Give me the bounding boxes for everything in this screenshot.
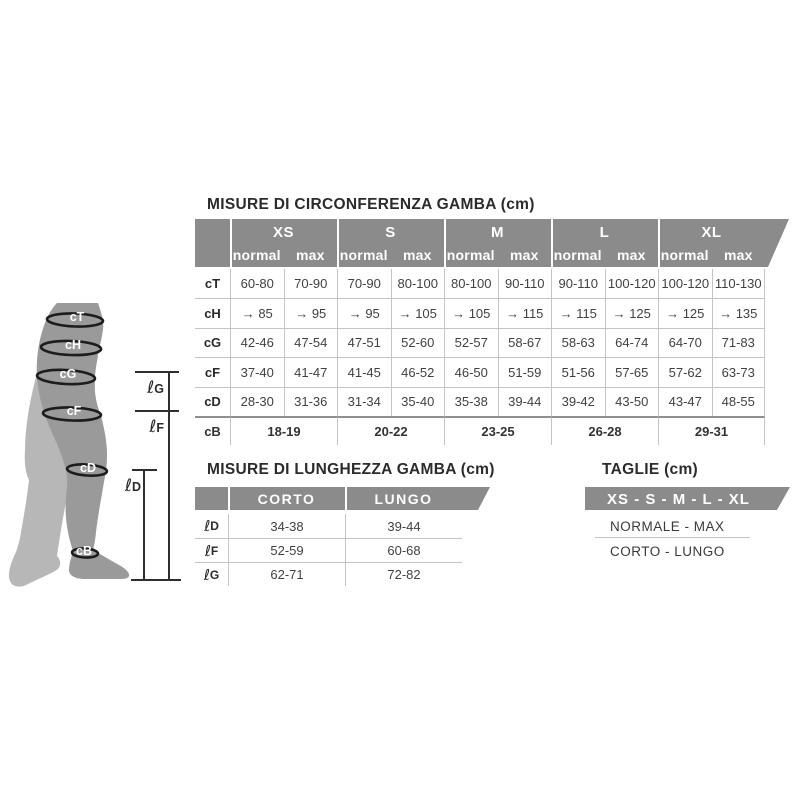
- band-label-cF: cF: [66, 404, 82, 418]
- table-cell: 51-56: [551, 357, 605, 386]
- taglie-lengths: CORTO - LUNGO: [610, 544, 725, 559]
- table-cell: 34-38: [228, 514, 345, 538]
- header-separator: [444, 219, 446, 267]
- subcol-max: max: [723, 247, 753, 263]
- table-cell: 37-40: [230, 357, 284, 386]
- length-table-body: [195, 514, 462, 586]
- band-label-cG: cG: [59, 367, 77, 381]
- table-cell: 42-46: [230, 328, 284, 357]
- table-cell: 52-59: [228, 538, 345, 562]
- table-cell: 52-57: [444, 328, 498, 357]
- table-cell: → 135: [712, 298, 766, 327]
- table-cell: 58-67: [498, 328, 552, 357]
- table-cell: 60-68: [345, 538, 462, 562]
- circumference-table-body: [195, 269, 765, 445]
- size-col-l: L: [599, 224, 610, 241]
- band-label-cB: cB: [76, 544, 92, 558]
- row-label-cG: cG: [195, 328, 230, 357]
- size-col-xl: XL: [701, 224, 722, 241]
- table-cell: 58-63: [551, 328, 605, 357]
- table-cell: 64-74: [605, 328, 659, 357]
- band-label-cH: cH: [65, 338, 81, 352]
- table-cell: 47-54: [284, 328, 338, 357]
- length-col-corto: CORTO: [257, 490, 316, 507]
- header-separator: [230, 219, 232, 267]
- table-cell: 35-38: [444, 387, 498, 416]
- table-cell: 31-34: [337, 387, 391, 416]
- table-cell: 51-59: [498, 357, 552, 386]
- leg-measurement-diagram: [0, 290, 195, 600]
- table-cell: 46-50: [444, 357, 498, 386]
- subcol-max: max: [295, 247, 325, 263]
- table-cell: 90-110: [498, 269, 552, 298]
- table-cell: 63-73: [712, 357, 766, 386]
- table-cell: 41-45: [337, 357, 391, 386]
- table-cell: 23-25: [444, 416, 551, 445]
- table-cell: 80-100: [444, 269, 498, 298]
- table-cell: 47-51: [337, 328, 391, 357]
- table-cell: 43-47: [658, 387, 712, 416]
- table-cell: 28-30: [230, 387, 284, 416]
- table-cell: 52-60: [391, 328, 445, 357]
- length-table-header: [195, 487, 490, 510]
- table-cell: 57-62: [658, 357, 712, 386]
- header-separator: [658, 219, 660, 267]
- size-col-xs: XS: [272, 224, 294, 241]
- table-cell: → 85: [230, 298, 284, 327]
- table-cell: 29-31: [658, 416, 765, 445]
- header-sub-row: [195, 243, 765, 267]
- band-label-cD: cD: [80, 461, 96, 475]
- row-label-lG: ℓ G: [195, 562, 228, 586]
- table-cell: → 95: [337, 298, 391, 327]
- length-label-lD: ℓD: [124, 476, 141, 496]
- circumference-table-title: MISURE DI CIRCONFERENZA GAMBA (cm): [207, 196, 535, 213]
- header-separator: [337, 219, 339, 267]
- table-cell: 26-28: [551, 416, 658, 445]
- length-label-lG: ℓG: [147, 378, 164, 398]
- row-label-cF: cF: [195, 357, 230, 386]
- taglie-divider: [595, 537, 750, 538]
- row-label-cT: cT: [204, 276, 221, 292]
- table-cell: 64-70: [658, 328, 712, 357]
- table-cell: 39-44: [498, 387, 552, 416]
- table-cell: 41-47: [284, 357, 338, 386]
- table-cell: → 105: [391, 298, 445, 327]
- size-col-m: M: [491, 224, 504, 241]
- table-cell: 31-36: [284, 387, 338, 416]
- table-cell: 48-55: [712, 387, 766, 416]
- table-cell: 100-120: [658, 269, 712, 298]
- table-cell: 39-42: [551, 387, 605, 416]
- table-cell: 20-22: [337, 416, 444, 445]
- subcol-normal: normal: [553, 247, 602, 263]
- subcol-normal: normal: [446, 247, 495, 263]
- taglie-title: TAGLIE (cm): [602, 461, 699, 478]
- length-table-title: MISURE DI LUNGHEZZA GAMBA (cm): [207, 461, 495, 478]
- table-cell: 90-110: [551, 269, 605, 298]
- table-cell: 46-52: [391, 357, 445, 386]
- table-cell: 57-65: [605, 357, 659, 386]
- subcol-max: max: [616, 247, 646, 263]
- table-cell: 70-90: [337, 269, 391, 298]
- table-cell: 62-71: [228, 562, 345, 586]
- subcol-normal: normal: [339, 247, 388, 263]
- table-cell: → 115: [498, 298, 552, 327]
- taglie-variants: NORMALE - MAX: [610, 519, 725, 534]
- table-cell: 72-82: [345, 562, 462, 586]
- header-separator: [345, 487, 347, 510]
- row-label-lD: ℓ D: [204, 517, 219, 535]
- table-cell: 71-83: [712, 328, 766, 357]
- table-cell: → 115: [551, 298, 605, 327]
- table-cell: 70-90: [284, 269, 338, 298]
- header-separator: [228, 487, 230, 510]
- row-label-cH: cH: [195, 298, 230, 327]
- table-cell: → 125: [658, 298, 712, 327]
- subcol-normal: normal: [660, 247, 709, 263]
- row-label-lF: ℓ F: [195, 538, 228, 562]
- table-cell: 80-100: [391, 269, 445, 298]
- table-cell: 100-120: [605, 269, 659, 298]
- taglie-sizes-bar: [585, 487, 790, 510]
- header-separator: [551, 219, 553, 267]
- table-cell: → 95: [284, 298, 338, 327]
- table-cell: 110-130: [712, 269, 766, 298]
- circumference-table-header: [195, 219, 789, 267]
- table-cell: 43-50: [605, 387, 659, 416]
- header-size-row: [195, 219, 765, 243]
- table-cell: 18-19: [230, 416, 337, 445]
- subcol-max: max: [402, 247, 432, 263]
- subcol-normal: normal: [232, 247, 281, 263]
- size-col-s: S: [385, 224, 396, 241]
- taglie-sizes-text: XS - S - M - L - XL: [607, 490, 750, 508]
- length-col-lungo: LUNGO: [374, 490, 433, 507]
- table-cell: 39-44: [345, 514, 462, 538]
- table-cell: 35-40: [391, 387, 445, 416]
- subcol-max: max: [509, 247, 539, 263]
- band-label-cT: cT: [69, 310, 85, 324]
- table-cell: → 105: [444, 298, 498, 327]
- row-label-cB: cB: [195, 416, 230, 445]
- table-cell: 60-80: [230, 269, 284, 298]
- length-label-lF: ℓF: [149, 417, 164, 437]
- table-cell: → 125: [605, 298, 659, 327]
- row-label-cD: cD: [195, 387, 230, 416]
